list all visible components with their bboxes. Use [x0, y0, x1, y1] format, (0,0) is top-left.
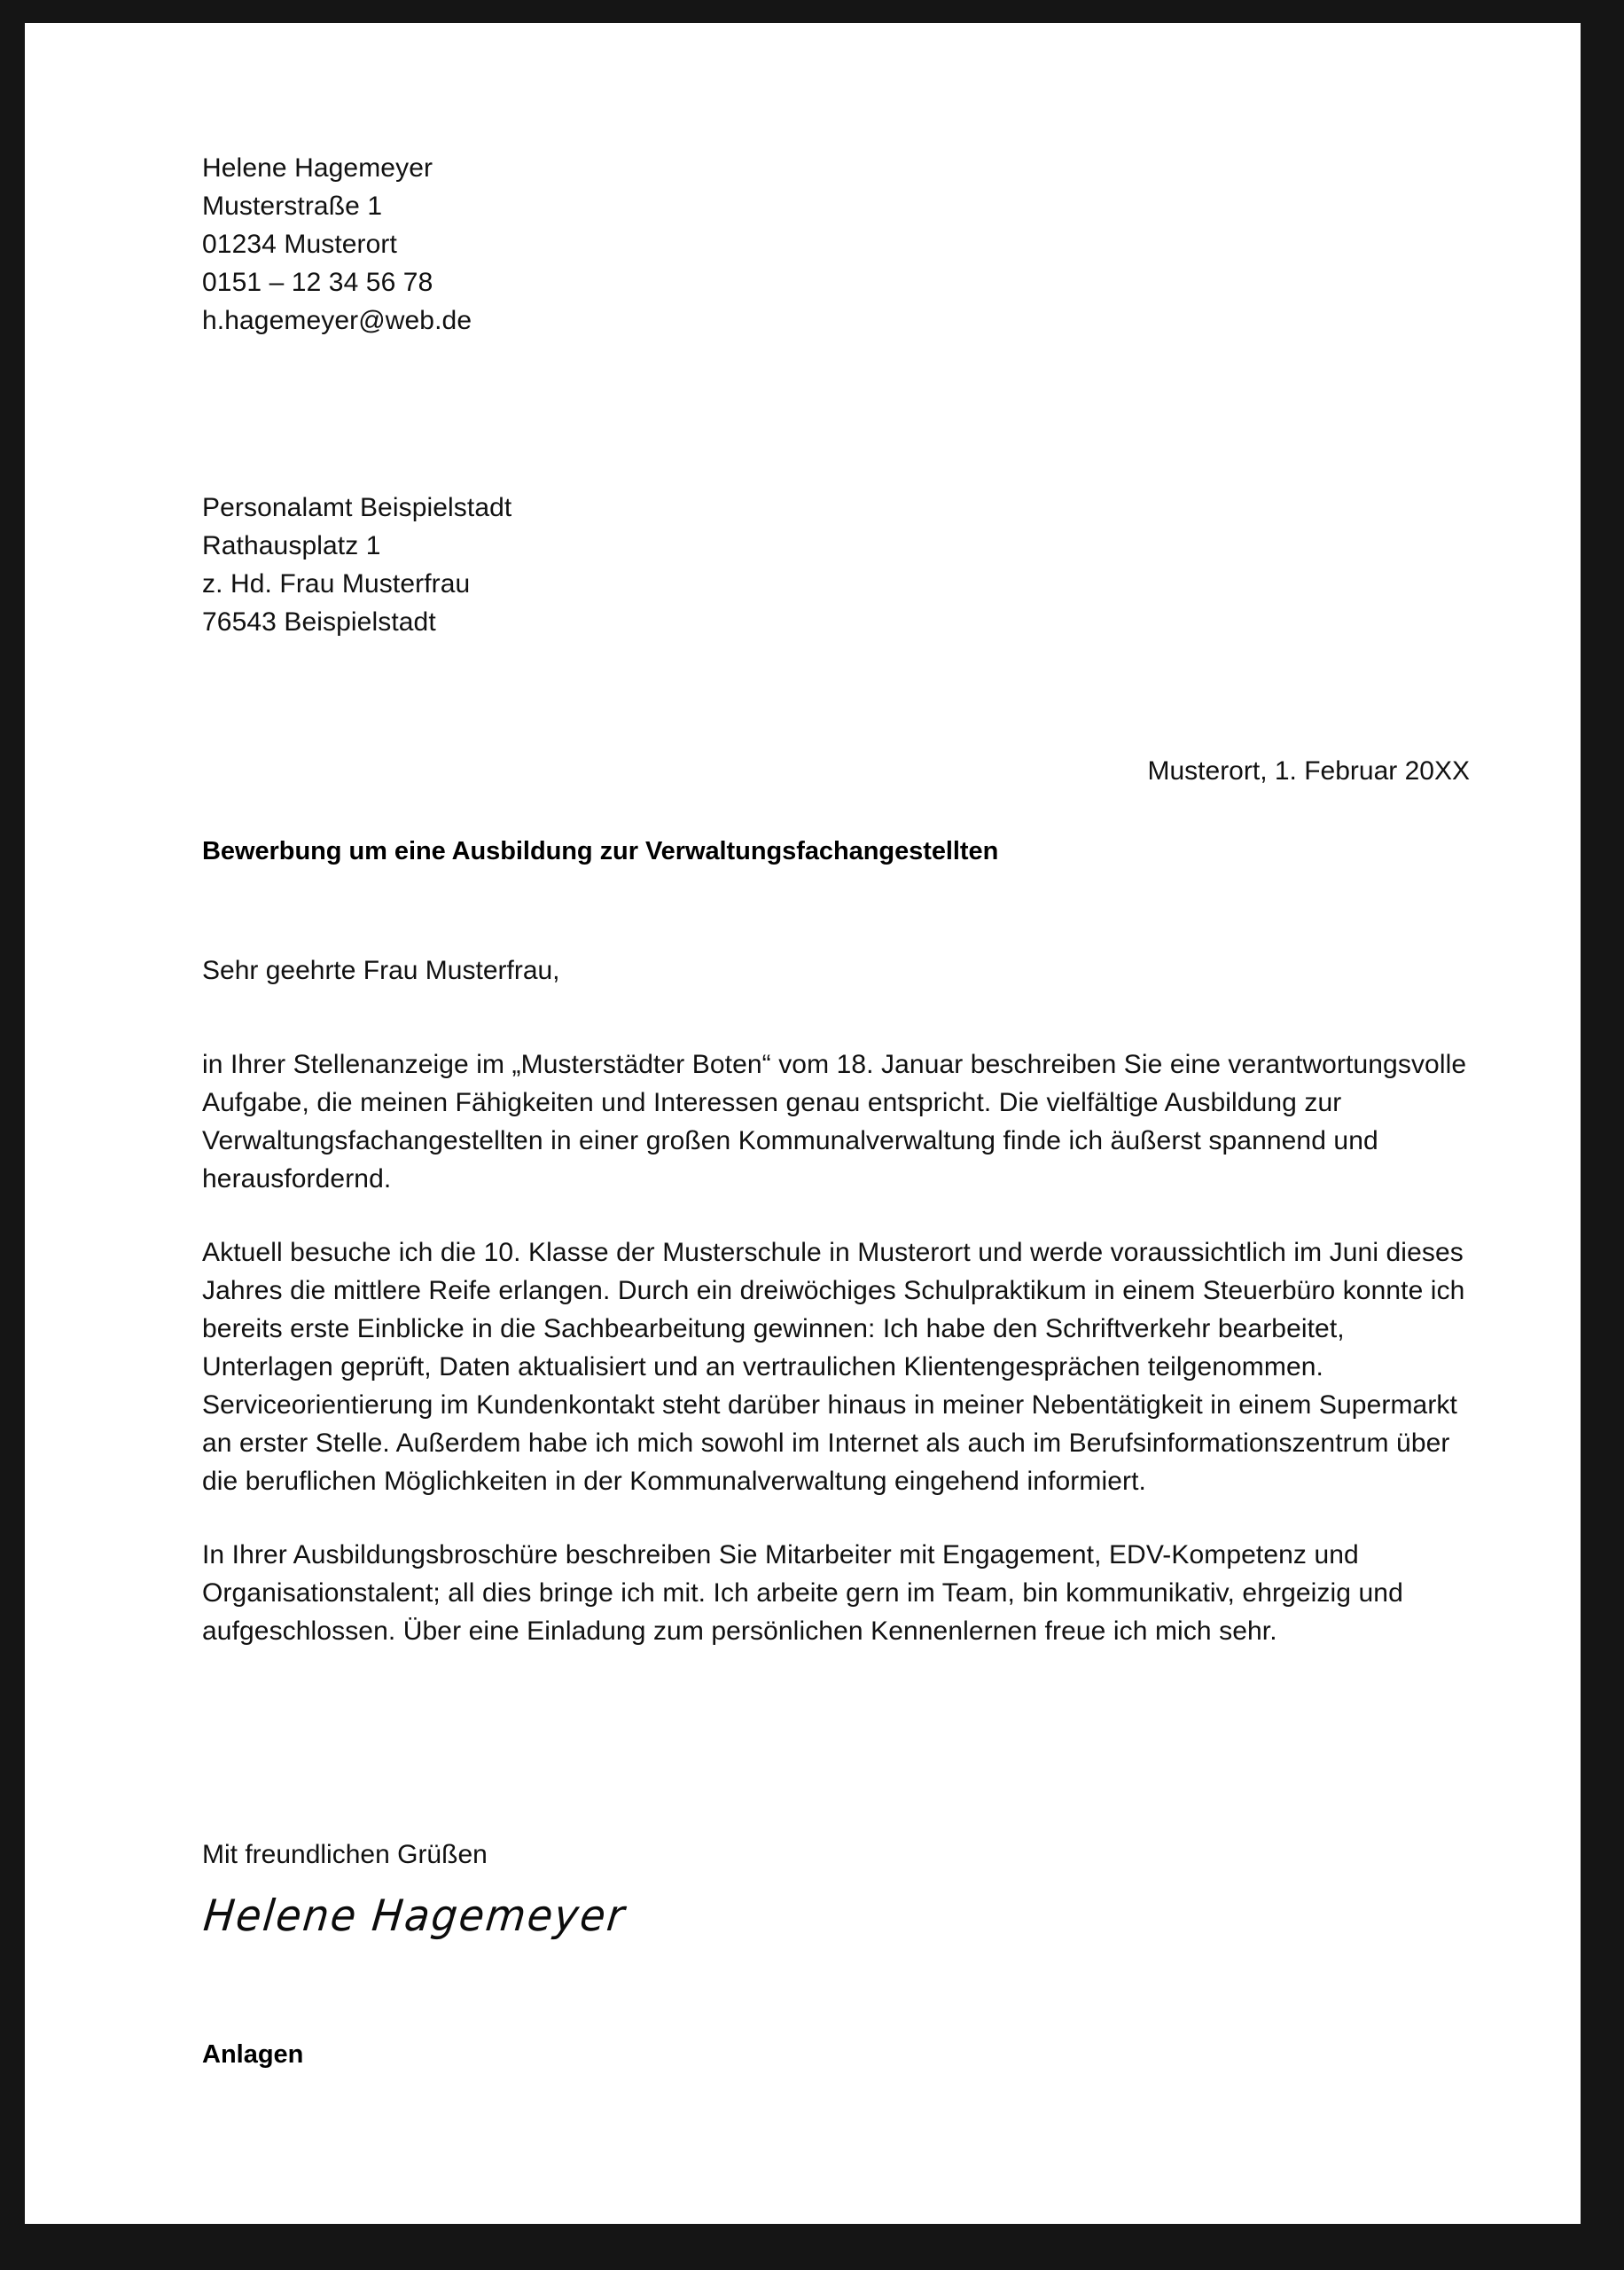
letter-page [25, 23, 1581, 2224]
salutation: Sehr geehrte Frau Musterfrau, [202, 956, 560, 985]
recipient-organisation: Personalamt Beispielstadt [202, 493, 512, 522]
sender-city: 01234 Musterort [202, 230, 397, 259]
body-paragraph-1: in Ihrer Stellenanzeige im „Musterstädter Boten“ vom 18. Januar beschreiben Sie eine verantwortungsvolle Aufgabe, die meinen Fähigkeiten und Interessen genau entspricht. Die vielfältige Ausbildung zur Verwaltungsfachangestellten in einer großen Kommunalverwaltung finde ich äußerst spannend und herausfordernd. [202, 1050, 1472, 1194]
sender-phone: 0151 – 12 34 56 78 [202, 268, 433, 297]
sender-address-block [202, 149, 1470, 340]
recipient-attention: z. Hd. Frau Musterfrau [202, 569, 471, 599]
body-paragraph-2: Aktuell besuche ich die 10. Klasse der Musterschule in Musterort und werde voraussichtlich im Juni dieses Jahres die mittlere Reife erlangen. Durch ein dreiwöchiges Schulpraktikum in einem Steuerbüro konnte ich bereits erste Einblicke in die Sachbearbeitung gewinnen: Ich habe den Schriftverkehr bearbeitet, Unterlagen geprüft, Daten aktualisiert und an vertraulichen Klientengesprächen teilgenommen. Serviceorientierung im Kundenkontakt steht darüber hinaus in meiner Nebentätigkeit in einem Supermarkt an erster Stelle. Außerdem habe ich mich sowohl im Internet als auch im Berufsinformationszentrum über die beruflichen Möglichkeiten in der Kommunalverwaltung eingehend informiert. [202, 1238, 1472, 1496]
subject-line: Bewerbung um eine Ausbildung zur Verwaltungsfachangestellten [202, 837, 999, 865]
letter-body [202, 1045, 1470, 1650]
recipient-address-block [202, 489, 1470, 641]
enclosures-label: Anlagen [202, 2040, 304, 2069]
body-paragraph-3: In Ihrer Ausbildungsbroschüre beschreiben Sie Mitarbeiter mit Engagement, EDV-Kompetenz und Organisationstalent; all dies bringe ich mit. Ich arbeite gern im Team, bin kommunikativ, ehrgeizig und aufgeschlossen. Über eine Einladung zum persönlichen Kennenlernen freue ich mich sehr. [202, 1540, 1411, 1646]
handwritten-signature: Helene Hagemeyer [200, 1890, 629, 1941]
recipient-street: Rathausplatz 1 [202, 531, 381, 560]
recipient-city: 76543 Beispielstadt [202, 607, 436, 637]
letter-content [202, 23, 1470, 2224]
sender-street: Musterstraße 1 [202, 192, 383, 221]
sender-email: h.hagemeyer@web.de [202, 306, 472, 335]
date-line: Musterort, 1. Februar 20XX [1147, 756, 1470, 786]
sender-name: Helene Hagemeyer [202, 153, 433, 183]
closing-line: Mit freundlichen Grüßen [202, 1840, 488, 1869]
